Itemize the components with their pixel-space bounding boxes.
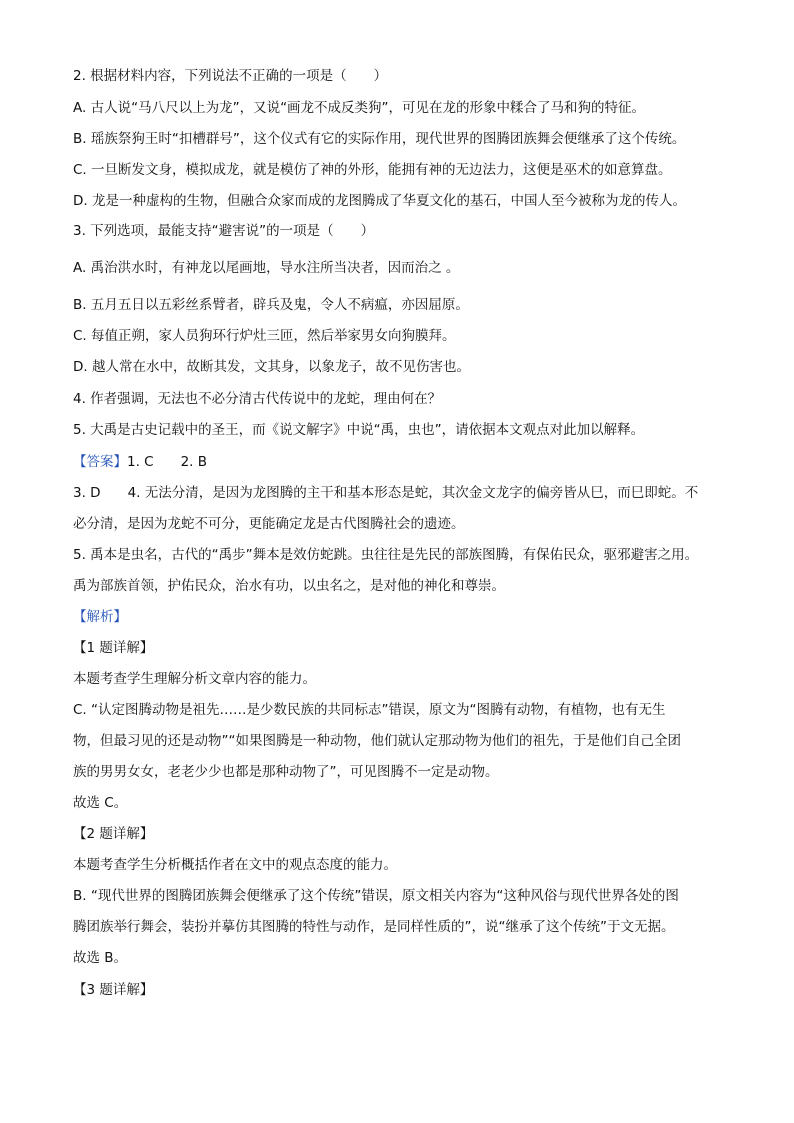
answer-line-4: 5. 禹本是虫名，古代的“禹步”舞本是效仿蛇跳。虫往往是先民的部族图腾，有保佑民众，驱邪避害之用。 (73, 547, 699, 563)
detail-1-body-2: 物，但最习见的还是动物”“如果图腾是一种动物，他们就认定那动物为他们的祖先，于是他们自己全团 (73, 733, 681, 749)
detail-2-intro: 本题考查学生分析概括作者在文中的观点态度的能力。 (73, 857, 397, 873)
detail-2-heading: 【2 题详解】 (73, 826, 154, 842)
detail-2-body-1: B. “现代世界的图腾团族舞会便继承了这个传统”错误，原文相关内容为“这种风俗与现代世界各处的图 (73, 888, 679, 904)
detail-1-intro: 本题考查学生理解分析文章内容的能力。 (73, 671, 316, 687)
answer-line-5: 禹为部族首领，护佑民众，治水有功，以虫名之，是对他的神化和尊崇。 (73, 578, 505, 594)
question-3-option-b: B. 五月五日以五彩丝系臂者，辟兵及鬼，令人不病瘟，亦因屈原。 (73, 297, 469, 313)
answer-line-3: 必分清，是因为龙蛇不可分，更能确定龙是古代图腾社会的遗迹。 (73, 516, 465, 532)
question-5: 5. 大禹是古史记载中的圣王，而《说文解字》中说“禹，虫也”，请依据本文观点对此加以解释。 (73, 422, 645, 438)
question-2-option-c: C. 一旦断发文身，模拟成龙，就是模仿了神的外形，能拥有神的无边法力，这便是巫术的如意算盘。 (73, 162, 672, 178)
question-2-option-b: B. 瑶族祭狗王时“扣槽群号”，这个仪式有它的实际作用，现代世界的图腾团族舞会便继承了这个传统。 (73, 131, 686, 147)
answer-line-2: 3. D 4. 无法分清，是因为龙图腾的主干和基本形态是蛇，其次金文龙字的偏旁皆从巳，而巳即蛇。不 (73, 485, 699, 501)
question-3-option-a: A. 禹治洪水时，有神龙以尾画地，导水注所当决者，因而治之 。 (73, 260, 460, 276)
question-3-option-d: D. 越人常在水中，故断其发，文其身，以象龙子，故不见伤害也。 (73, 359, 470, 375)
answer-tag: 【答案】 (73, 454, 127, 470)
detail-1-body-1: C. “认定图腾动物是祖先……是少数民族的共同标志”错误，原文为“图腾有动物，有植物，也有无生 (73, 702, 666, 718)
detail-1-body-3: 族的男男女女，老老少少也都是那种动物了”，可见图腾不一定是动物。 (73, 764, 499, 780)
analysis-tag: 【解析】 (73, 609, 127, 625)
detail-1-heading: 【1 题详解】 (73, 640, 154, 656)
answer-row-1 (73, 452, 733, 472)
question-2-option-a: A. 古人说“马八尺以上为龙”，又说“画龙不成反类狗”，可见在龙的形象中糅合了马和狗的特征。 (73, 100, 646, 116)
detail-2-conclusion: 故选 B。 (73, 950, 128, 966)
question-2-stem: 2. 根据材料内容，下列说法不正确的一项是（ ） (73, 68, 388, 84)
question-2-option-d: D. 龙是一种虚构的生物，但融合众家而成的龙图腾成了华夏文化的基石，中国人至今被称为龙的传人。 (73, 193, 686, 209)
question-4: 4. 作者强调，无法也不必分清古代传说中的龙蛇，理由何在？ (73, 391, 442, 407)
detail-1-conclusion: 故选 C。 (73, 795, 128, 811)
answer-line-1: 1. C 2. B (127, 454, 208, 470)
detail-3-heading: 【3 题详解】 (73, 982, 154, 998)
question-3-stem: 3. 下列选项，最能支持“避害说”的一项是（ ） (73, 223, 375, 239)
question-3-option-c: C. 每值正朔，家人员狗环行炉灶三匝，然后举家男女向狗膜拜。 (73, 328, 456, 344)
detail-2-body-2: 腾团族举行舞会，装扮并摹仿其图腾的特性与动作，是同样性质的”，说“继承了这个传统”于文无据。 (73, 919, 675, 935)
